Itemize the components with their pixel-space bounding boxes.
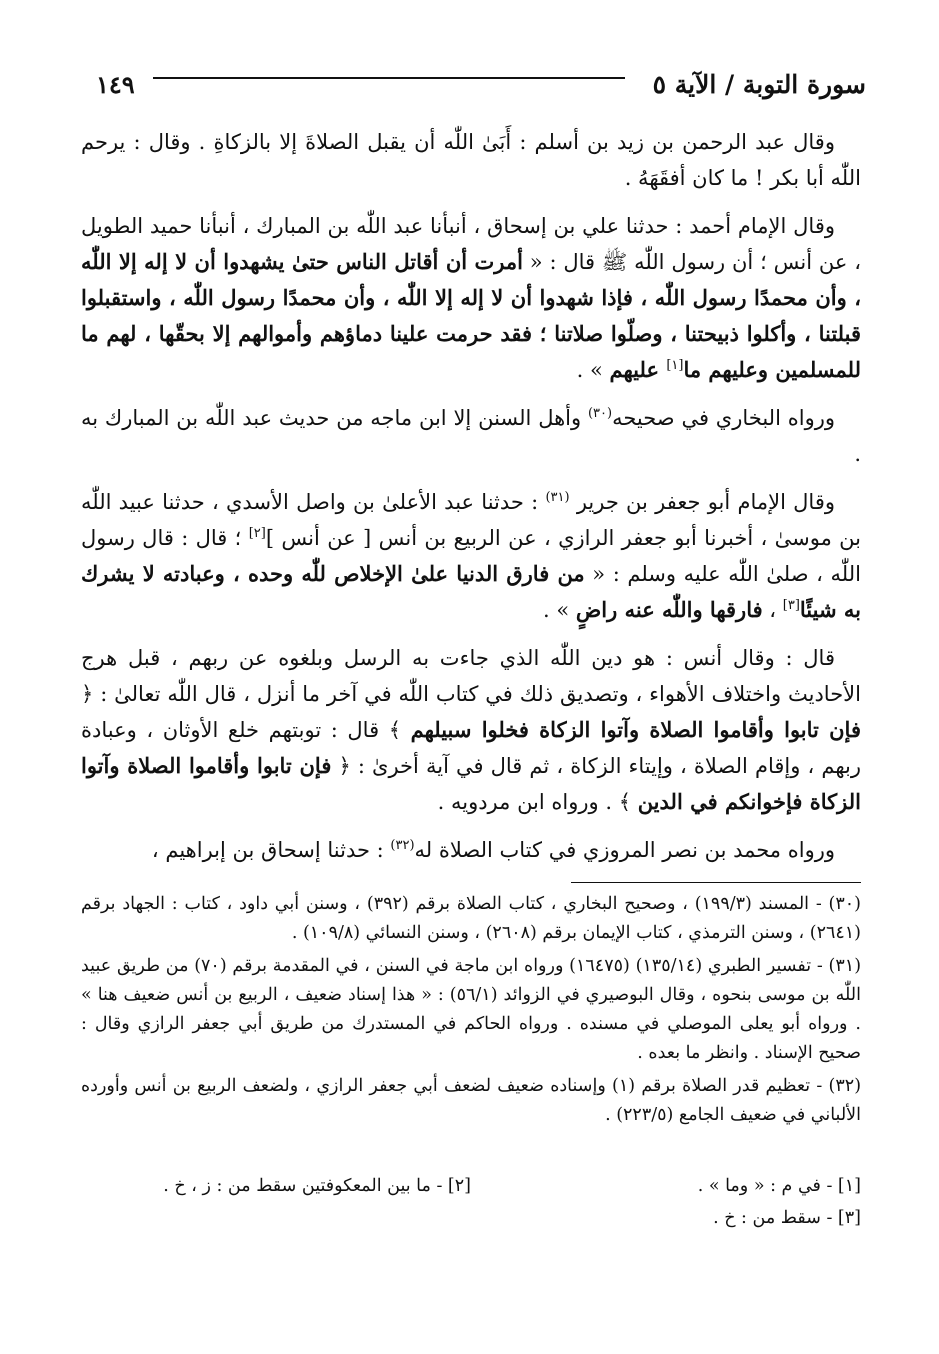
text-segment: وقال الإمام أبو جعفر بن جرير: [569, 490, 836, 514]
surah-title: سورة التوبة / الآية ٥: [652, 69, 866, 99]
quoted-text: أمرت أن أقاتل الناس حتىٰ يشهدوا أن لا إله إلا اللّٰه ، وأن محمدًا رسول اللّٰه ، فإذا شهدوا أن لا إله إلا اللّٰه ، وأن محمدًا رسول اللّٰه ، واستقبلوا قبلتنا ، وأكلوا ذبيحتنا ، وصلّوا صلاتنا ؛ فقد حرمت علينا دماؤهم وأموالهم إلا بحقّها ، لهم ما للمسلمين وعليهم ما: [81, 249, 861, 382]
manuscript-variants: [81, 1170, 861, 1234]
text-segment: وقال عبد الرحمن بن زيد بن أسلم : أَبَىٰ اللّٰه أن يقبل الصلاةَ إلا بالزكاةِ . وقال : يرحم اللّٰه أبا بكر ! ما كان أفقَهَهُ .: [81, 130, 861, 190]
page-header: [96, 62, 866, 106]
main-text: [81, 124, 861, 880]
variant-note: [٣] - سقط من : خ .: [713, 1208, 861, 1228]
footnote-marker: (٣٠): [587, 406, 613, 421]
text-segment: ﴾ قال : توبتهم خلع الأوثان ، وعبادة ربهم ، وإقام الصلاة ، وإيتاء الزكاة ، ثم قال في آية أخرىٰ : ﴿: [81, 718, 862, 778]
variant-note: [٢] - ما بين المعكوفتين سقط من : ز ، خ .: [163, 1176, 471, 1196]
footnote-marker: [٣]: [782, 598, 800, 613]
footnote-marker: (٣١): [545, 490, 570, 505]
paragraph: [81, 400, 861, 472]
page-number: ١٤٩: [96, 69, 135, 99]
quoted-text: عليهم: [609, 357, 667, 382]
footnote-divider: [571, 882, 861, 883]
text-segment: وأهل السنن إلا ابن ماجه من حديث عبد اللّٰه بن المبارك به .: [81, 406, 861, 466]
paragraph: [81, 640, 861, 820]
text-segment: » .: [576, 358, 610, 382]
variant-note: [81, 1202, 471, 1234]
paragraph: [81, 208, 861, 388]
variant-row: [81, 1170, 861, 1202]
text-segment: ورواه محمد بن نصر المروزي في كتاب الصلاة له: [414, 838, 835, 862]
footnote: (٣٠) - المسند (١٩٩/٣) ، وصحيح البخاري ، كتاب الصلاة برقم (٣٩٢) ، وسنن أبي داود ، كتاب : الجهاد برقم (٢٦٤١) ، وسنن الترمذي ، كتاب الإيمان برقم (٢٦٠٨) ، وسنن النسائي (١٠٩/٨) .: [81, 894, 861, 943]
text-segment: : حدثنا عبد الأعلىٰ بن واصل الأسدي ، حدثنا عبيد اللّٰه بن موسىٰ ، أخبرنا أبو جعفر الرازي ، عن الربيع بن أنس [ عن أنس ]: [81, 490, 861, 550]
paragraph: [81, 484, 861, 628]
variant-row: [81, 1202, 861, 1234]
quoted-text: من فارق الدنيا علىٰ الإخلاص للّٰه وحده ، وعبادته لا يشرك به شيئًا: [81, 561, 861, 622]
text-segment: ورواه البخاري في صحيحه: [612, 406, 835, 430]
footnote: (٣٢) - تعظيم قدر الصلاة برقم (١) وإسناده ضعيف لضعف أبي جعفر الرازي ، ولضعف الربيع بن أنس وأورده الألباني في ضعيف الجامع (٢٢٣/٥) .: [81, 1076, 862, 1125]
header-rule: [153, 77, 625, 79]
footnote-marker: [١]: [666, 358, 684, 373]
text-segment: ﴾ . ورواه ابن مردويه .: [437, 790, 638, 814]
footnote-marker: (٣٢): [390, 838, 415, 853]
text-segment: ؛ قال : قال رسول اللّٰه ، صلىٰ اللّٰه عليه وسلم : «: [81, 526, 861, 586]
quoted-text: فإن تابوا وأقاموا الصلاة وآتوا الزكاة فخلوا سبيلهم: [410, 717, 861, 742]
variant-note: [١] - في م : « وما » .: [697, 1176, 861, 1196]
quoted-text: فإن تابوا وأقاموا الصلاة وآتوا الزكاة فإخوانكم في الدين: [81, 753, 861, 814]
footnote-marker: [٢]: [248, 526, 266, 541]
footnotes: [81, 890, 861, 1134]
text-segment: » .: [543, 598, 576, 622]
paragraph: [81, 832, 861, 868]
footnote: (٣١) - تفسير الطبري (١٣٥/١٤) (١٦٤٧٥) ورواه ابن ماجة في السنن ، في المقدمة برقم (٧٠) من طريق عبيد اللّٰه بن موسى بنحوه ، وقال البوصيري في الزوائد (٥٦/١) : « هذا إسناد ضعيف ، الربيع بن أنس ضعيف هنا » . ورواه أبو يعلى الموصلي في مسنده . ورواه الحاكم في المستدرك من طريق أبي جعفر الرازي وقال : صحيح الإسناد . وانظر ما بعده .: [81, 956, 862, 1063]
text-segment: : حدثنا إسحاق بن إبراهيم ،: [151, 838, 391, 862]
text-segment: وقال الإمام أحمد : حدثنا علي بن إسحاق ، أنبأنا عبد اللّٰه بن المبارك ، أنبأنا حميد الطويل ، عن أنس ؛ أن رسول اللّٰه ﷺ قال : «: [81, 214, 861, 274]
quoted-text: فارقها واللّٰه عنه راضٍ: [575, 597, 763, 622]
text-segment: ،: [762, 598, 783, 622]
text-segment: قال : وقال أنس : هو دين اللّٰه الذي جاءت به الرسل وبلغوه عن ربهم ، قبل هرج الأحاديث واختلاف الأهواء ، وتصديق ذلك في كتاب اللّٰه في آخر ما أنزل ، قال اللّٰه تعالىٰ : ﴿: [81, 646, 861, 706]
paragraph: [81, 124, 861, 196]
